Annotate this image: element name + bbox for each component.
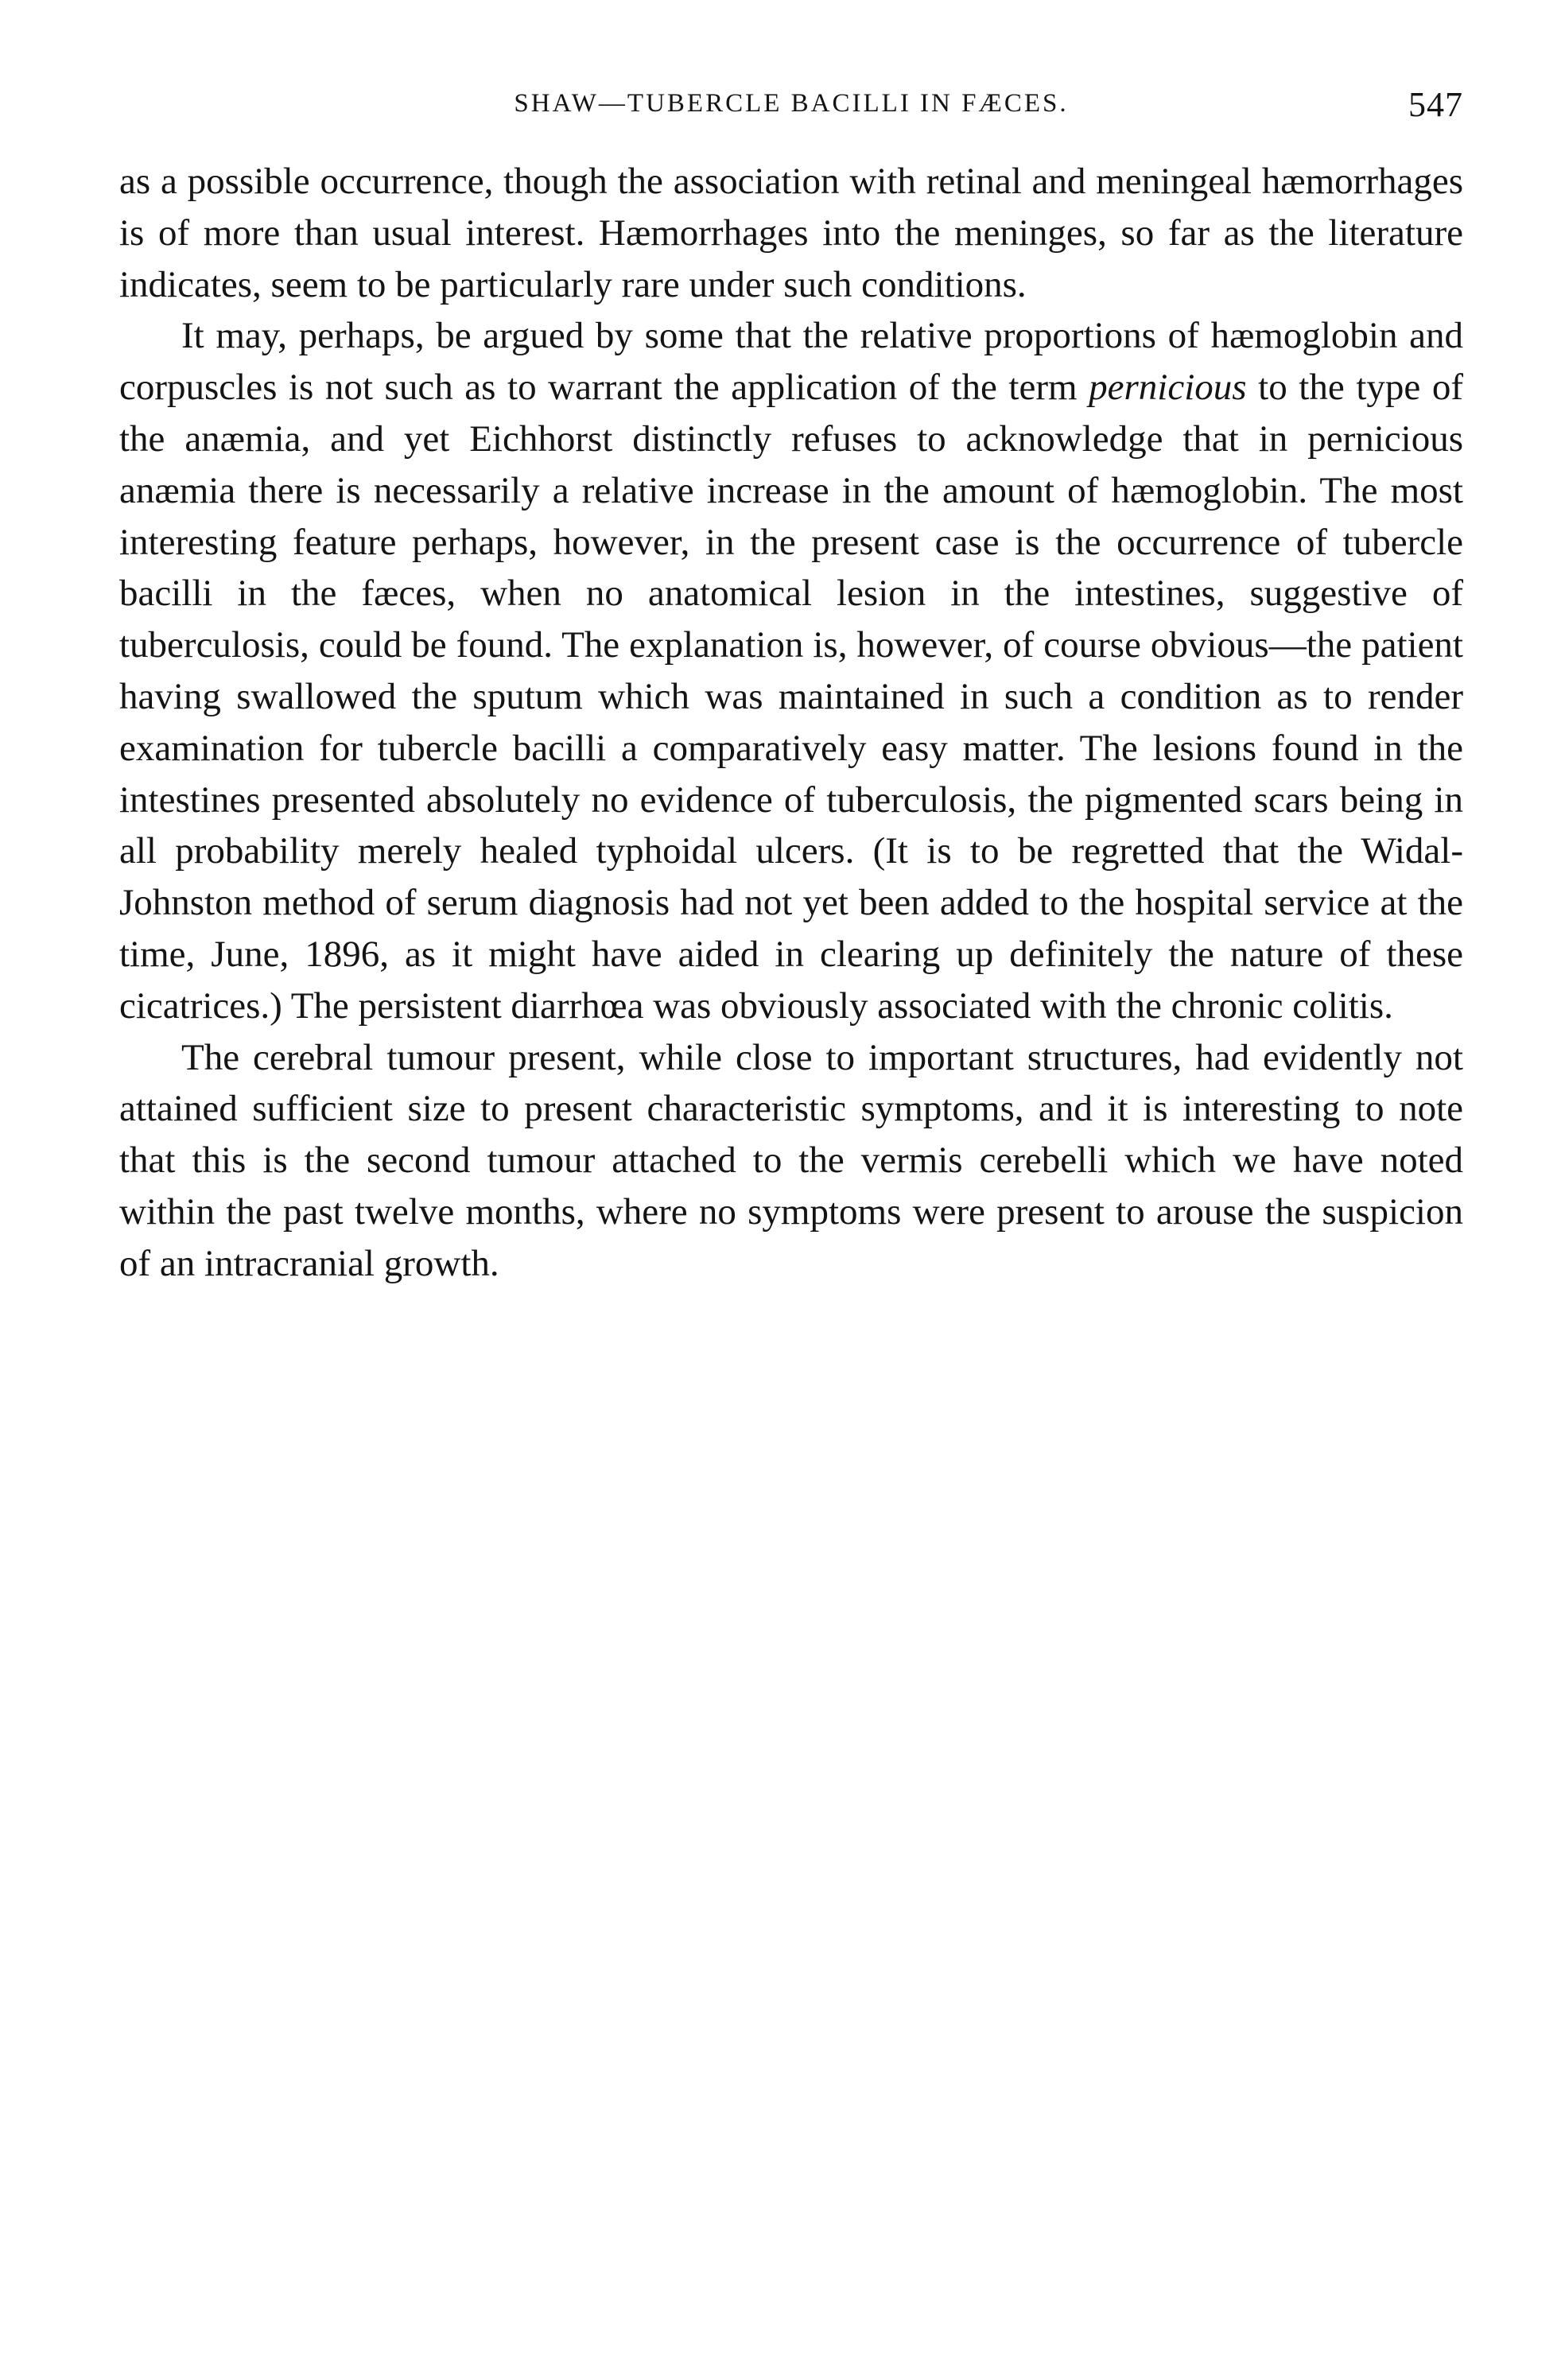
paragraph-text-before: It may, perhaps, be argued by some that the relative proportions of hæmoglobin and corpuscles is not such as to warrant the application of the term xyxy=(119,315,1463,409)
paragraph-pernicious-anaemia xyxy=(119,310,1463,1031)
paragraph-continued: as a possible occurrence, though the association with retinal and meningeal hæmorrhages is of more than usual interest. Hæmorrhages into the meninges, so far as the literature indicates, seem to be particularly rare under such conditions. xyxy=(119,161,1463,305)
page-number: 547 xyxy=(1408,85,1463,124)
emphasized-term: pernicious xyxy=(1089,367,1247,409)
paragraph-cerebral-tumour: The cerebral tumour present, while close to important structures, had evidently not attained sufficient size to present characteristic symptoms, and it is interesting to note that this is the second tumour attached to the vermis cerebelli which we have noted within the past twelve months, where no symptoms were present to arouse the suspicion of an intracranial growth. xyxy=(119,1036,1463,1284)
paragraph-text-after: to the type of the anæmia, and yet Eichhorst distinctly refuses to acknowledge that in pernicious anæmia there is necessarily a relative increase in the amount of hæmoglobin. The most interesting feature perhaps, however, in the present case is the occurrence of tubercle bacilli in the fæces, when no anatomical lesion in the intestines, suggestive of tuberculosis, could be found. The explanation is, however, of course obvious—the patient having swallowed the sputum which was maintained in such a condition as to render examination for tubercle bacilli a comparatively easy matter. The lesions found in the intestines presented absolutely no evidence of tuberculosis, the pigmented scars being in all probability merely healed typhoidal ulcers. (It is to be regretted that the Widal-Johnston method of serum diagnosis had not yet been added to the hospital service at the time, June, 1896, as it might have aided in clearing up definitely the nature of these cicatrices.) The persistent diarrhœa was obviously associated with the chronic colitis. xyxy=(119,367,1463,1027)
running-head xyxy=(119,85,1463,137)
running-title: SHAW—TUBERCLE BACILLI IN FÆCES. xyxy=(514,89,1069,118)
body-text xyxy=(119,156,1463,1290)
